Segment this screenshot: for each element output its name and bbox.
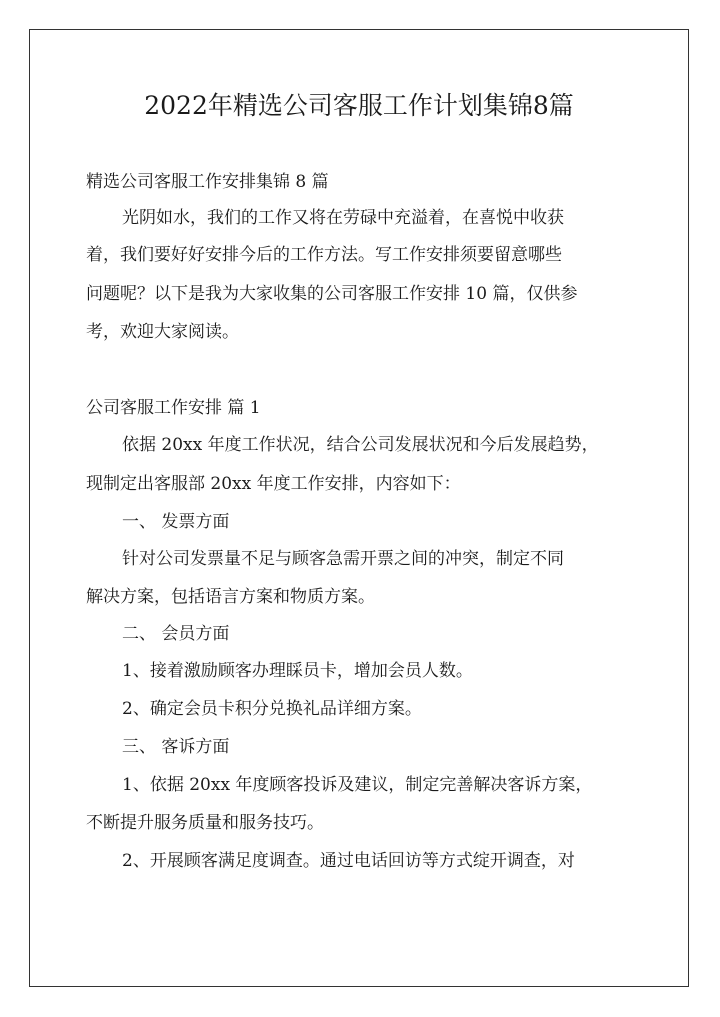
section-heading: 公司客服工作安排 篇 1 xyxy=(86,398,261,418)
paragraph-line: 光阴如水，我们的工作又将在劳碌中充溢着，在喜悦中收获 xyxy=(122,208,564,228)
paragraph-line: 着，我们要好好安排今后的工作方法。写工作安排须要留意哪些 xyxy=(86,245,562,265)
subtitle-line: 精选公司客服工作安排集锦 8 篇 xyxy=(86,172,329,192)
paragraph-line: 解决方案，包括语言方案和物质方案。 xyxy=(86,587,375,607)
paragraph-line: 不断提升服务质量和服务技巧。 xyxy=(86,813,324,833)
list-item: 1、接着激励顾客办理睬员卡，增加会员人数。 xyxy=(122,661,473,681)
list-heading: 一、 发票方面 xyxy=(122,512,230,532)
paragraph-line: 问题呢？以下是我为大家收集的公司客服工作安排 10 篇，仅供参 xyxy=(86,284,578,304)
paragraph-line: 考，欢迎大家阅读。 xyxy=(86,322,239,342)
paragraph-line: 现制定出客服部 20xx 年度工作安排，内容如下： xyxy=(86,474,461,494)
document-title: 2022年精选公司客服工作计划集锦8篇 xyxy=(144,91,574,120)
paragraph-line: 针对公司发票量不足与顾客急需开票之间的冲突，制定不同 xyxy=(122,549,564,569)
paragraph-line: 依据 20xx 年度工作状况，结合公司发展状况和今后发展趋势， xyxy=(122,435,599,455)
list-item: 2、确定会员卡积分兑换礼品详细方案。 xyxy=(122,699,422,719)
list-heading: 三、 客诉方面 xyxy=(122,737,230,757)
list-item: 1、依据 20xx 年度顾客投诉及建议，制定完善解决客诉方案， xyxy=(122,775,593,795)
list-heading: 二、 会员方面 xyxy=(122,624,230,644)
list-item: 2、开展顾客满足度调查。通过电话回访等方式绽开调查，对 xyxy=(122,851,575,871)
